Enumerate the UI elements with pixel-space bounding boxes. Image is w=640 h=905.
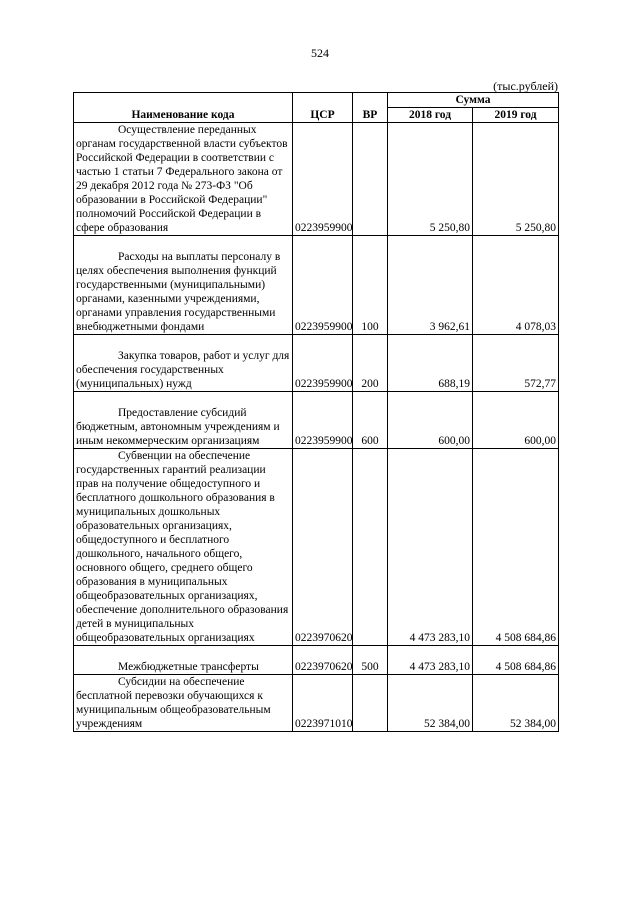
row-amount-2018: 4 473 283,10 xyxy=(388,449,473,646)
row-csr: 0223970620 xyxy=(293,449,353,646)
header-name: Наименование кода xyxy=(74,93,293,123)
table-row xyxy=(74,392,559,449)
row-csr: 0223959900 xyxy=(293,335,353,392)
header-year-2018: 2018 год xyxy=(388,108,473,123)
row-name-cell xyxy=(74,646,293,675)
table-row xyxy=(74,675,559,732)
row-vr: 200 xyxy=(353,335,388,392)
table-body xyxy=(74,123,559,732)
header-csr: ЦСР xyxy=(293,93,353,123)
row-amount-2018: 688,19 xyxy=(388,335,473,392)
row-amount-2018: 52 384,00 xyxy=(388,675,473,732)
row-csr: 0223959900 xyxy=(293,392,353,449)
row-amount-2019: 4 508 684,86 xyxy=(473,449,559,646)
row-amount-2019: 4 078,03 xyxy=(473,236,559,335)
row-vr: 600 xyxy=(353,392,388,449)
row-amount-2018: 5 250,80 xyxy=(388,123,473,236)
header-vr: ВР xyxy=(353,93,388,123)
row-amount-2018: 600,00 xyxy=(388,392,473,449)
row-name: Расходы на выплаты персоналу в целях обеспечения выполнения функций государственными (муниципальными) органами, казенными учреждениями, органами управления государственными внебюджетными фондами xyxy=(76,251,281,333)
row-amount-2019: 572,77 xyxy=(473,335,559,392)
units-label: (тыс.рублей) xyxy=(493,79,558,93)
row-csr: 0223970620 xyxy=(293,646,353,675)
header-year-2019: 2019 год xyxy=(473,108,559,123)
row-amount-2018: 4 473 283,10 xyxy=(388,646,473,675)
row-vr xyxy=(353,675,388,732)
row-name-cell xyxy=(74,335,293,392)
header-sum: Сумма xyxy=(388,93,559,108)
row-vr: 100 xyxy=(353,236,388,335)
table-row xyxy=(74,646,559,675)
row-name-cell xyxy=(74,236,293,335)
row-amount-2019: 52 384,00 xyxy=(473,675,559,732)
row-amount-2019: 5 250,80 xyxy=(473,123,559,236)
page-number: 524 xyxy=(311,46,329,60)
row-vr xyxy=(353,449,388,646)
row-amount-2019: 4 508 684,86 xyxy=(473,646,559,675)
row-vr xyxy=(353,123,388,236)
row-amount-2019: 600,00 xyxy=(473,392,559,449)
row-name: Закупка товаров, работ и услуг для обеспечения государственных (муниципальных) нужд xyxy=(76,350,290,390)
row-name-cell xyxy=(74,675,293,732)
table-row xyxy=(74,449,559,646)
row-vr: 500 xyxy=(353,646,388,675)
row-csr: 0223959900 xyxy=(293,123,353,236)
row-csr: 0223971010 xyxy=(293,675,353,732)
row-name: Предоставление субсидий бюджетным, автономным учреждениям и иным некоммерческим организациям xyxy=(76,407,280,447)
row-name: Осуществление переданных органам государственной власти субъектов Российской Федерации в соответствии с частью 1 статьи 7 Федерального закона от 29 декабря 2012 года № 273-ФЗ "Об образовании в Российской Федерации" полномочий Российской Федерации в сфере образования xyxy=(76,124,288,234)
budget-table xyxy=(73,92,559,732)
row-name: Межбюджетные трансферты xyxy=(118,661,259,673)
row-amount-2018: 3 962,61 xyxy=(388,236,473,335)
table-row xyxy=(74,335,559,392)
row-name-cell xyxy=(74,123,293,236)
row-name-cell xyxy=(74,449,293,646)
row-name: Субвенции на обеспечение государственных гарантий реализации прав на получение общедоступного и бесплатного дошкольного образования в муниципальных дошкольных образовательных организациях, общедоступного и бесплатного дошкольного, начального общего, основного общего, среднего общего образования в муниципальных общеобразовательных организациях, обеспечение дополнительного образования детей в муниципальных общеобразовательных организациях xyxy=(76,450,289,644)
row-csr: 0223959900 xyxy=(293,236,353,335)
table-row xyxy=(74,123,559,236)
table-row xyxy=(74,236,559,335)
row-name: Субсидии на обеспечение бесплатной перевозки обучающихся к муниципальным общеобразовательным учреждениям xyxy=(76,676,271,730)
row-name-cell xyxy=(74,392,293,449)
